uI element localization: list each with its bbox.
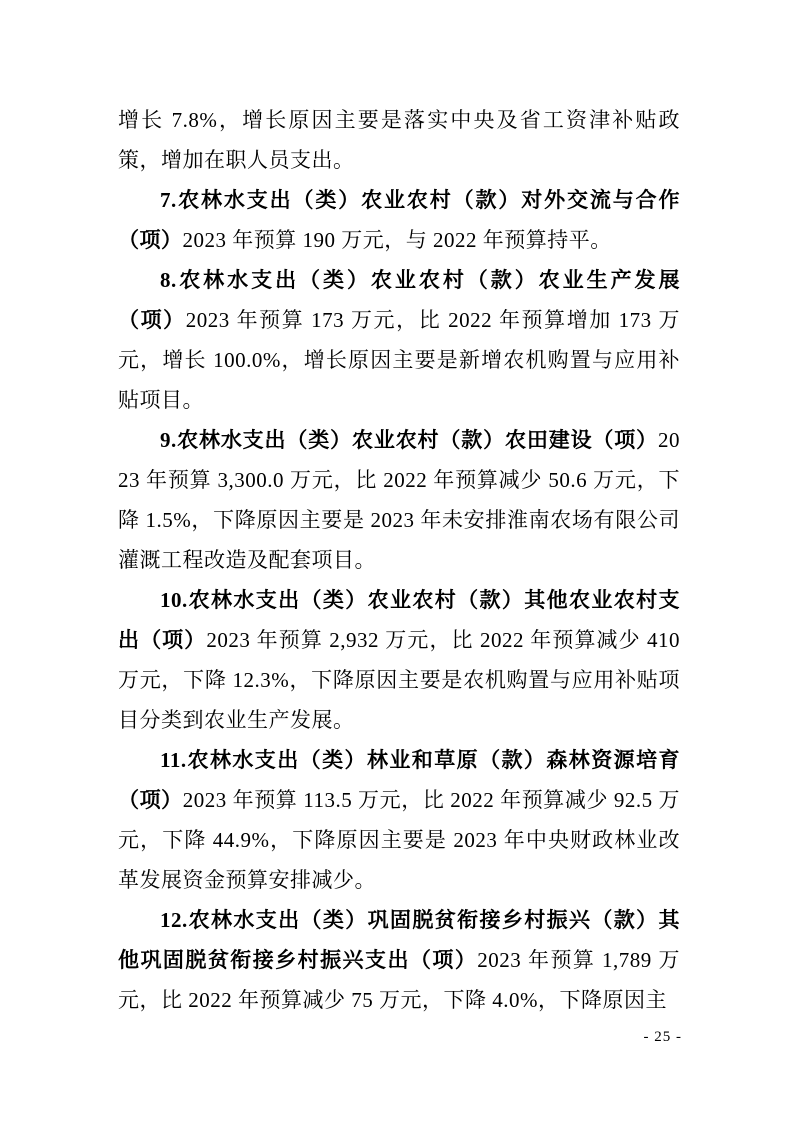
- paragraph-lead: 8.农林水支出（类）农业农村（款）农业生产发展（项）: [118, 268, 680, 332]
- paragraph-lead: 7.农林水支出（类）农业农村（款）对外交流与合作（项）: [118, 188, 680, 252]
- paragraph-item-7: [118, 180, 680, 260]
- paragraph-item-12: [118, 900, 680, 1020]
- paragraph-text: 2023 年预算 1,789 万元，比 2022 年预算减少 75 万元，下降 4.0%，下降原因主: [118, 948, 681, 1012]
- paragraph-item-8: [118, 260, 680, 420]
- paragraph-text: 2023 年预算 190 万元，与 2022 年预算持平。: [182, 228, 612, 252]
- paragraph-item-11: [118, 740, 680, 900]
- paragraph-lead: 12.农林水支出（类）巩固脱贫衔接乡村振兴（款）其他巩固脱贫衔接乡村振兴支出（项）: [118, 908, 680, 972]
- paragraph-item-10: [118, 580, 680, 740]
- paragraph-lead: 9.农林水支出（类）农业农村（款）农田建设（项）: [160, 428, 658, 452]
- paragraph-text: 2023 年预算 173 万元，比 2022 年预算增加 173 万元，增长 100.0%，增长原因主要是新增农机购置与应用补贴项目。: [118, 308, 681, 412]
- paragraph-text: 2023 年预算 113.5 万元，比 2022 年预算减少 92.5 万元，下降 44.9%，下降原因主要是 2023 年中央财政林业改革发展资金预算安排减少。: [118, 788, 680, 892]
- paragraph-item-9: [118, 420, 680, 580]
- paragraph-text: 2023 年预算 3,300.0 万元，比 2022 年预算减少 50.6 万元，下降 1.5%，下降原因主要是 2023 年未安排淮南农场有限公司灌溉工程改造及配套项目。: [118, 428, 680, 572]
- page-number: - 25 -: [643, 1029, 682, 1045]
- paragraph-lead: 10.农林水支出（类）农业农村（款）其他农业农村支出（项）: [118, 588, 680, 652]
- paragraph-continuation: [118, 100, 680, 180]
- document-body: [118, 100, 680, 1020]
- paragraph-text: 增长 7.8%，增长原因主要是落实中央及省工资津补贴政策，增加在职人员支出。: [118, 108, 680, 172]
- paragraph-text: 2023 年预算 2,932 万元，比 2022 年预算减少 410 万元，下降 12.3%，下降原因主要是农机购置与应用补贴项目分类到农业生产发展。: [118, 628, 681, 732]
- paragraph-lead: 11.农林水支出（类）林业和草原（款）森林资源培育（项）: [118, 748, 680, 812]
